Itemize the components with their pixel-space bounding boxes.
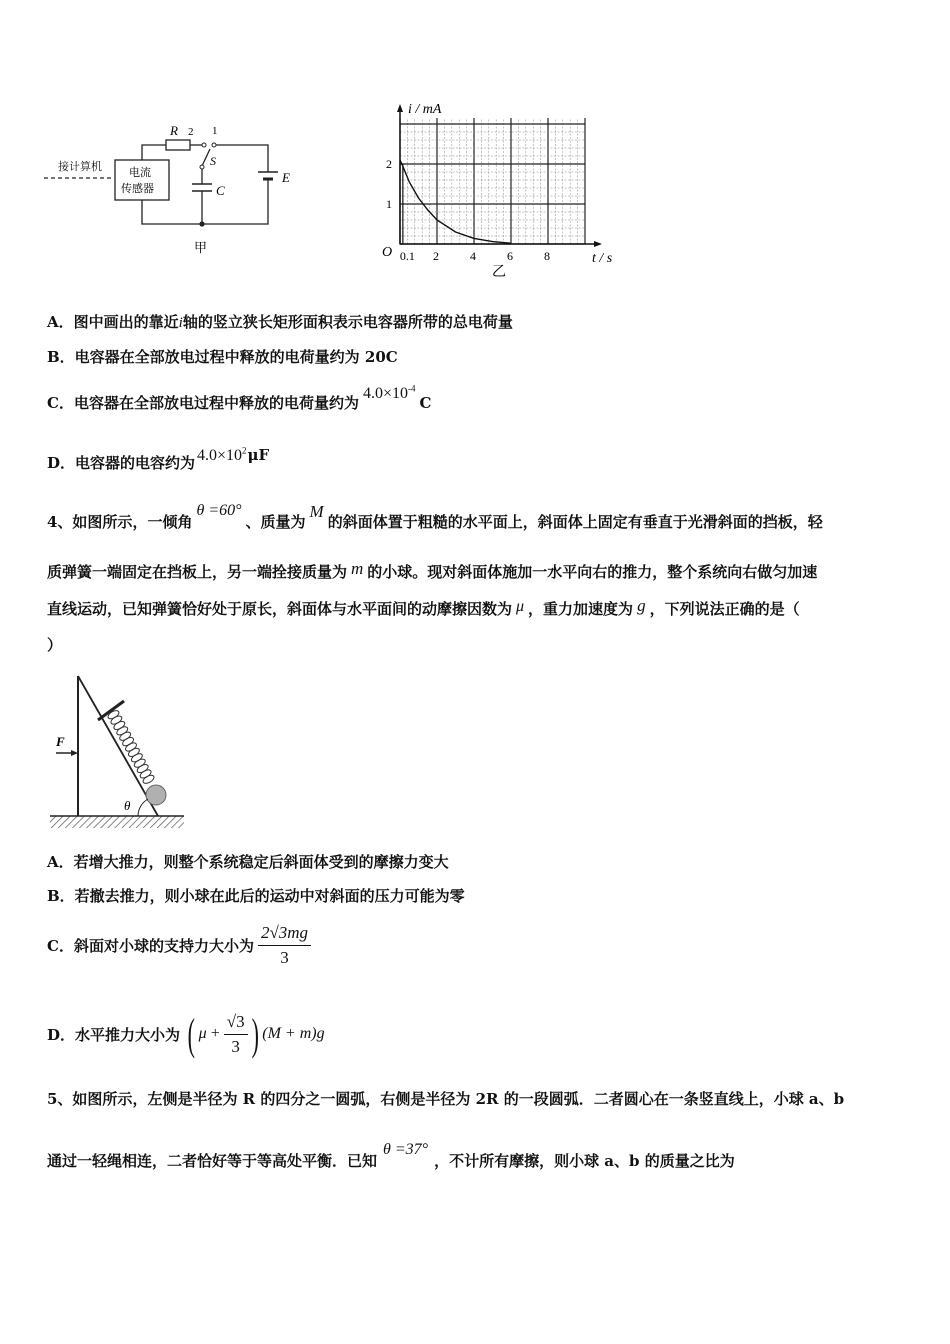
sensor-label-1: 电流 [129, 167, 151, 179]
q3-option-b: B．电容器在全部放电过程中释放的电荷量约为 20C [47, 348, 398, 366]
q4-option-a: A．若增大推力，则整个系统稳定后斜面体受到的摩擦力变大 [47, 853, 449, 871]
junction-dot [199, 221, 204, 226]
x-axis-arrow [594, 241, 602, 247]
force-label: F [56, 734, 65, 749]
q5-stem-line2 [47, 1141, 735, 1171]
baffle-plate [98, 701, 124, 720]
battery-label: E [282, 170, 290, 185]
q4-option-d-fraction: $\frac{√3}{3}$ [224, 1012, 248, 1057]
y-tick-label: 1 [386, 197, 392, 211]
q3-option-a [47, 311, 513, 332]
q5-stem-2: 通过一轻绳相连，二者恰好等于等高处平衡．已知 [47, 1152, 378, 1170]
q4-option-c-text: C．斜面对小球的支持力大小为 [47, 936, 254, 955]
q4-stem-line3 [47, 598, 800, 619]
q4-option-d-plus: + [210, 1025, 220, 1042]
q4-stem-3: 的斜面体置于粗糙的水平面上，斜面体上固定有垂直于光滑斜面的挡板，轻 [327, 513, 823, 531]
q4-stem-line4: ） [47, 636, 63, 654]
q4-option-c-fraction: $\frac{2√3mg}{3}$ [258, 923, 311, 968]
q3-option-d-value: $4.0\times 10^2$ [197, 445, 247, 464]
q4-stem-line2 [47, 561, 817, 582]
q4-option-d-left-paren: ( [187, 1009, 196, 1059]
q4-option-b: B．若撤去推力，则小球在此后的运动中对斜面的压力可能为零 [47, 887, 465, 905]
contact-2-label: 2 [188, 126, 194, 138]
q3-option-d [47, 445, 270, 473]
q5-theta: θ =37° [383, 1141, 429, 1158]
x-tick-label: 6 [507, 249, 513, 263]
switch-label: S [210, 154, 216, 168]
incline-diagram [46, 670, 186, 836]
q4-stem-7: ，重力加速度为 [528, 600, 634, 618]
origin-label: O [382, 245, 393, 260]
q3-option-a-prefix: A．图中画出的靠近 [47, 313, 179, 331]
switch-contact-1 [212, 143, 216, 147]
q4-option-d [47, 1004, 325, 1064]
spring [107, 709, 156, 785]
q4-theta: θ =60° [196, 502, 242, 519]
q4-stem-6: 直线运动，已知弹簧恰好处于原长，斜面体与水平面间的动摩擦因数为 [47, 600, 513, 618]
ground [50, 816, 184, 828]
wire-to-battery-top [216, 145, 268, 172]
x-tick-label: 4 [470, 249, 476, 263]
q4-stem-4: 质弹簧一端固定在挡板上，另一端拴接质量为 [47, 563, 348, 581]
q4-g: g [637, 596, 646, 615]
q3-option-d-unit: μF [247, 446, 270, 464]
q3-option-a-var: i [178, 315, 183, 331]
q3-option-c-unit: C [419, 394, 432, 412]
ball [146, 785, 166, 805]
q3-option-d-text: D．电容器的电容约为 [47, 454, 196, 472]
y-axis-arrow [397, 104, 403, 112]
spring-coil [142, 774, 156, 786]
q3-option-c-text: C．电容器在全部放电过程中释放的电荷量约为 [47, 394, 359, 412]
x-axis-label: t / s [592, 251, 613, 266]
resistor-R [166, 140, 190, 150]
q4-option-d-text: D．水平推力大小为 [47, 1025, 181, 1044]
discharge-curve [400, 160, 511, 243]
switch-blade [202, 149, 210, 166]
wire-sensor-resistor [142, 145, 166, 160]
q4-mass-m: m [351, 559, 364, 578]
q3-option-c-value: $4.0\times 10^{-4}$ [362, 383, 416, 402]
q3-option-c [47, 383, 432, 413]
q4-stem-1: 4、如图所示，一倾角 [47, 513, 193, 531]
computer-label: 接计算机 [58, 161, 102, 173]
contact-1-label: 1 [212, 125, 218, 137]
q5-stem-line1: 5、如图所示，左侧是半径为 R 的四分之一圆弧，右侧是半径为 2R 的一段圆弧．二者圆心在一条竖直线上，小球 a、b [47, 1090, 845, 1108]
switch-contact-2 [202, 143, 206, 147]
q4-stem-line1 [47, 502, 823, 532]
graph-caption: 乙 [492, 265, 506, 280]
x-tick-label: 8 [544, 249, 550, 263]
q4-option-d-mu: μ [198, 1025, 207, 1042]
circuit-caption: 甲 [194, 240, 208, 255]
q4-stem-5: 的小球。现对斜面体施加一水平向右的推力，整个系统向右做匀加速 [367, 563, 818, 581]
force-arrow-head [71, 750, 78, 756]
theta-label: θ [124, 798, 131, 813]
q4-mass-M: M [309, 502, 324, 521]
q4-option-d-tail: (M + m)g [262, 1025, 325, 1042]
q4-option-d-right-paren: ) [251, 1009, 259, 1059]
circuit-diagram [40, 120, 310, 260]
q3-option-a-suffix: 轴的竖立狭长矩形面积表示电容器所带的总电荷量 [182, 313, 513, 331]
switch-pivot [200, 165, 204, 169]
q5-stem-3: ，不计所有摩擦，则小球 a、b 的质量之比为 [434, 1152, 735, 1170]
q4-mu: μ [516, 598, 525, 615]
q4-option-c [47, 920, 311, 970]
discharge-current-graph [370, 96, 630, 282]
y-axis-label: i / mA [408, 102, 442, 117]
q4-stem-2: 、质量为 [245, 513, 306, 531]
y-tick-label: 2 [386, 157, 392, 171]
theta-arc [138, 799, 148, 816]
q4-stem-8: ，下列说法正确的是（ [649, 600, 800, 618]
sensor-label-2: 传感器 [121, 183, 154, 195]
x-tick-label: 0.1 [399, 249, 415, 263]
x-tick-label: 2 [433, 249, 439, 263]
resistor-label: R [170, 123, 178, 138]
graph-grid [400, 118, 585, 244]
capacitor-label: C [216, 183, 225, 198]
